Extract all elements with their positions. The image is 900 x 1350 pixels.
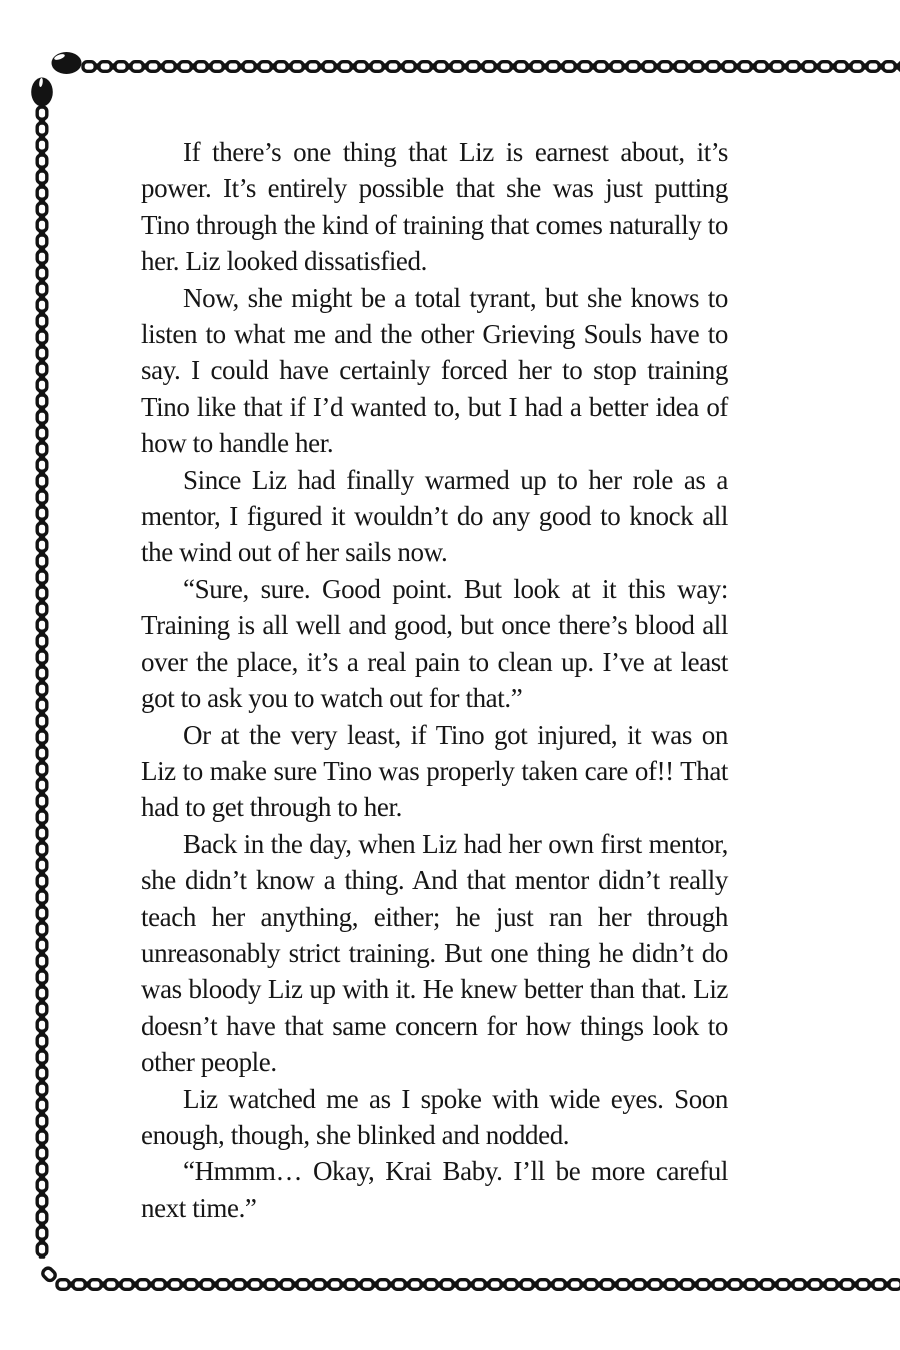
paragraph-3: Since Liz had finally warmed up to her role as a mentor, I figured it wouldn’t do any good to knock all the wind out of her sails now. bbox=[141, 464, 728, 568]
chain-bead-left-icon bbox=[31, 78, 53, 107]
paragraph-2: Now, she might be a total tyrant, but she knows to listen to what me and the other Grieving Souls have to say. I could have certainly forced her to stop training Tino like that if I’d wanted to, but I had a better idea of how to handle her. bbox=[141, 282, 728, 459]
chain-bottom bbox=[57, 1280, 900, 1290]
page-text bbox=[141, 134, 728, 1226]
chain-bead-top-icon bbox=[52, 52, 82, 74]
paragraph-7: Liz watched me as I spoke with wide eyes. Soon enough, though, she blinked and nodded. bbox=[141, 1083, 728, 1150]
chain-top bbox=[83, 62, 900, 72]
chain-corner-link bbox=[41, 1266, 57, 1282]
paragraph-8: “Hmmm… Okay, Krai Baby. I’ll be more careful next time.” bbox=[141, 1156, 728, 1223]
paragraph-6: Back in the day, when Liz had her own first mentor, she didn’t know a thing. And that mentor didn’t really teach her anything, either; he just ran her through unreasonably strict training. But one thing he didn’t do was bloody Liz up with it. He knew better than that. Liz doesn’t have that same concern for how things look to other people. bbox=[141, 828, 728, 1078]
chain-left bbox=[37, 107, 47, 1259]
paragraph-4: “Sure, sure. Good point. But look at it this way: Training is all well and good, but once there’s blood all over the place, it’s a real pain to clean up. I’ve at least got to ask you to watch out for that.” bbox=[141, 573, 728, 714]
paragraph-5: Or at the very least, if Tino got injured, it was on Liz to make sure Tino was properly taken care of!! That had to get through to her. bbox=[141, 719, 728, 823]
paragraph-1: If there’s one thing that Liz is earnest about, it’s power. It’s entirely possible that she was just putting Tino through the kind of training that comes naturally to her. Liz looked dissatisfied. bbox=[141, 137, 728, 277]
